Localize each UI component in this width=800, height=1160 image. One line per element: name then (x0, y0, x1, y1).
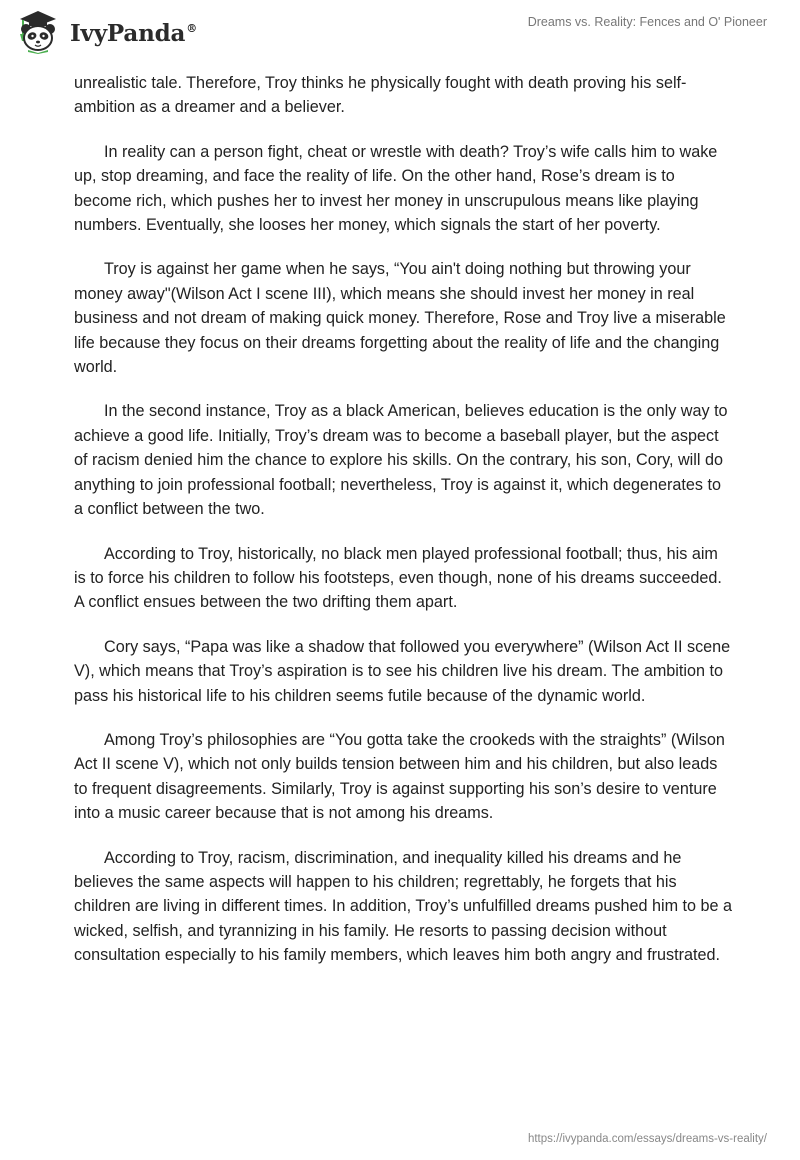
page-header (0, 0, 800, 64)
paragraph: unrealistic tale. Therefore, Troy thinks he physically fought with death proving his self-ambition as a dreamer and a believer. (74, 74, 687, 117)
logo-wordmark: IvyPanda® (70, 19, 197, 47)
ivypanda-logo[interactable] (14, 8, 197, 54)
panda-graduate-icon (14, 8, 62, 54)
paragraph: According to Troy, racism, discrimination, and inequality killed his dreams and he believes the same aspects will happen to his children; regrettably, he forgets that his children are living in different times. In addition, Troy’s unfulfilled dreams pushed him to be a wicked, selfish, and tyrannizing in his family. He resorts to passing decision without consultation especially to his family members, which leaves him both angry and frustrated. (74, 848, 733, 965)
document-title: Dreams vs. Reality: Fences and O' Pioneer (527, 15, 767, 29)
paragraph: Among Troy’s philosophies are “You gotta take the crookeds with the straights” (Wilson Act II scene V), which not only builds tension between him and his children, but also leads to frequent disagreements. Similarly, Troy is against supporting his son’s desire to venture into a music career because that is not among his dreams. (74, 730, 725, 823)
paragraph: In reality can a person fight, cheat or wrestle with death? Troy’s wife calls him to wake up, stop dreaming, and face the reality of life. On the other hand, Rose’s dream is to become rich, which pushes her to invest her money in unscrupulous means like playing numbers. Eventually, she looses her money, which signals the start of her poverty. (74, 142, 718, 235)
paragraph: Cory says, “Papa was like a shadow that followed you everywhere” (Wilson Act II scene V), which means that Troy’s aspiration is to see his children live his dream. The ambition to pass his historical life to his children seems futile because of the dynamic world. (74, 637, 731, 705)
essay-body (74, 71, 734, 988)
source-url-link[interactable]: https://ivypanda.com/essays/dreams-vs-reality/ (527, 1133, 767, 1145)
paragraph: According to Troy, historically, no black men played professional football; thus, his aim is to force his children to follow his footsteps, even though, none of his dreams succeeded. A conflict ensues between the two drifting them apart. (74, 544, 722, 612)
paragraph: Troy is against her game when he says, “You ain't doing nothing but throwing your money away"(Wilson Act I scene III), which means she should invest her money in real business and not dream of making quick money. Therefore, Rose and Troy live a miserable life because they focus on their dreams forgetting about the reality of life and the changing world. (74, 260, 726, 377)
paragraph: In the second instance, Troy as a black American, believes education is the only way to achieve a good life. Initially, Troy’s dream was to become a baseball player, but the aspect of racism denied him the chance to explore his skills. On the contrary, his son, Cory, will do anything to join professional football; nevertheless, Troy is against it, which degenerates to a conflict between the two. (74, 402, 728, 519)
